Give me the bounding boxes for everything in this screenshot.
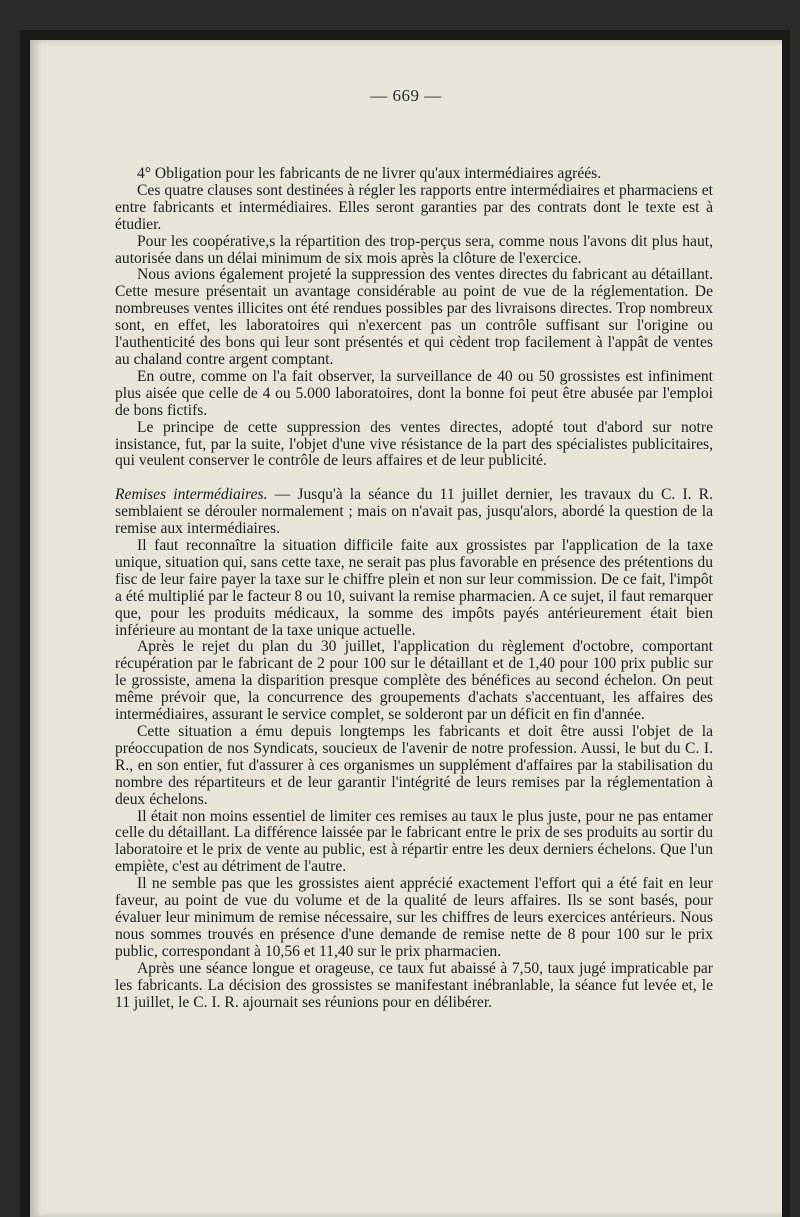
paragraph-7 [115,487,713,538]
paragraph-9: Après le rejet du plan du 30 juillet, l'application du règlement d'octobre, comportant récupération par le fabricant de 2 pour 100 sur le détaillant et de 1,40 pour 100 prix public sur le grossiste, amena la disparition presque complète des bénéfices au second échelon. On peut même prévoir que, la concurrence des groupements d'achats s'accentuant, les affaires des intermédiaires, assurant le service complet, se solderont par un déficit en fin d'année. [115,638,713,724]
paragraph-2: Ces quatre clauses sont destinées à régler les rapports entre intermédiaires et pharmaciens et entre fabricants et intermédiaires. Elles seront garanties par des contrats dont le texte est à étudier. [115,181,713,233]
paragraph-11: Il était non moins essentiel de limiter ces remises au taux le plus juste, pour ne pas entamer celle du détaillant. La différence laissée par le fabricant entre le prix de ses produits au sortir du laboratoire et le prix de vente au public, est à répartir entre les deux derniers échelons. Que l'un empiète, c'est au détriment de l'autre. [115,807,713,876]
paragraph-3: Pour les coopérative,s la répartition des trop-perçus sera, comme nous l'avons dit plus haut, autorisée dans un délai minimum de six mois après la clôture de l'exercice. [115,232,713,267]
page-number: — 669 — [370,86,442,105]
paragraph-4: Nous avions également projeté la suppression des ventes directes du fabricant au détaillant. Cette mesure présentait un avantage considérable au point de vue de la réglementation. De nombreuses ventes illicites ont été rendues possibles par des livraisons directes. Trop nombreux sont, en effet, les laboratoires qui n'exercent pas un contrôle suffisant sur l'origine ou l'authenticité des bons qui leur sont présentés et qui cèdent trop facilement à l'appât de ventes au chaland contre argent comptant. [115,266,713,368]
document-page [30,40,782,1217]
paragraph-10: Cette situation a ému depuis longtemps les fabricants et doit être aussi l'objet de la préoccupation de nos Syndicats, soucieux de l'avenir de notre profession. Aussi, le but du C. I. R., en son entier, fut d'assurer à ces organismes un supplément d'affaires par la stabilisation du nombre des répartiteurs et de leur garantir l'intégrité de leurs remises par la réglementation à deux échelons. [115,723,713,808]
paragraph-12: Il ne semble pas que les grossistes aient apprécié exactement l'effort qui a été fait en leur faveur, au point de vue du volume et de la qualité de leurs affaires. Ils se sont basés, pour évaluer leur minimum de remise nécessaire, sur les chiffres de leurs exercices antérieurs. Nous nous sommes trouvés en présence d'une demande de remise nette de 8 pour 100 sur le prix public, correspondant à 10,56 et 11,40 sur le prix pharmacien. [115,875,713,960]
document-body [115,166,713,1011]
paragraph-6: Le principe de cette suppression des ventes directes, adopté tout d'abord sur notre insistance, fut, par la suite, l'objet d'une vive résistance de la part des spécialistes publicitaires, qui veulent conserver le contrôle de leurs affaires et de leur publicité. [115,418,713,470]
paragraph-13: Après une séance longue et orageuse, ce taux fut abaissé à 7,50, taux jugé impraticable par les fabricants. La décision des grossistes se manifestant inébranlable, la séance fut levée et, le 11 juillet, le C. I. R. ajournait ses réunions pour en délibérer. [115,959,713,1011]
paragraph-7-text: — Jusqu'à la séance du 11 juillet dernier, les travaux du C. I. R. semblaient se dérouler normalement ; mais on n'avait pas, jusqu'alors, abordé la question de la remise aux intermédiaires. [115,486,713,538]
paragraph-1: 4° Obligation pour les fabricants de ne livrer qu'aux intermédiaires agréés. [137,165,602,182]
section-title-remises-intermediaires: Remises intermédiaires. [115,486,268,504]
paragraph-5: En outre, comme on l'a fait observer, la surveillance de 40 ou 50 grossistes est infiniment plus aisée que celle de 4 ou 5.000 laboratoires, dont la bonne foi peut être abusée par l'emploi de bons fictifs. [115,367,713,419]
paragraph-8: Il faut reconnaître la situation difficile faite aux grossistes par l'application de la taxe unique, situation qui, sans cette taxe, ne serait pas plus favorable en présence des prétentions du fisc de leur faire payer la taxe sur le chiffre plein et non sur leur commission. De ce fait, l'impôt a été multiplié par le facteur 8 ou 10, suivant la remise pharmacien. A ce sujet, il faut remarquer que, pour les produits médicaux, la somme des impôts payés antérieurement était bien inférieure au montant de la taxe unique actuelle. [115,537,713,639]
